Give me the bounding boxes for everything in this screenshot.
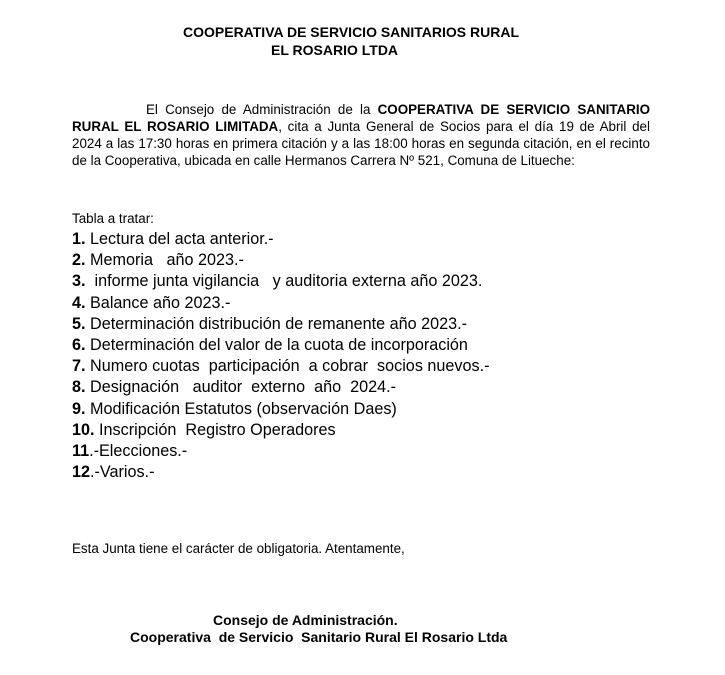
agenda-item-number: 3.	[72, 272, 86, 291]
agenda-item	[72, 314, 490, 335]
agenda-item	[72, 420, 490, 441]
agenda-item-text: Modificación Estatutos (observación Daes)	[85, 399, 397, 418]
agenda-item-number: 12	[72, 463, 91, 482]
agenda-item	[72, 441, 490, 462]
paragraph-rest: , cita a Junta General de Socios para el día 19 de Abril del 2024 a las 17:30 horas en primera citación y a las 18:00 horas en segunda citación, en el recinto de la Cooperativa, ubicada en calle Hermanos Carrera Nº 521, Comuna de Litueche:	[72, 119, 650, 168]
agenda-item-number: 6.	[72, 336, 86, 355]
header-title-line2: EL ROSARIO LTDA	[271, 42, 399, 58]
header-title-line1: COOPERATIVA DE SERVICIO SANITARIOS RURAL	[183, 24, 520, 40]
closing-line: Esta Junta tiene el carácter de obligatoria. Atentamente,	[72, 541, 405, 556]
agenda-item-number: 8.	[72, 378, 86, 397]
cooperative-name-bold: COOPERATIVA DE SERVICIO SANITARIO RURAL EL ROSARIO LIMITADA	[72, 102, 650, 134]
agenda-item-text: Determinación distribución de remanente año 2023.-	[85, 314, 468, 333]
agenda-item-number: 10.	[72, 420, 95, 439]
agenda-item-number: 4.	[72, 293, 86, 312]
agenda-item	[72, 462, 490, 483]
agenda-item	[72, 293, 490, 314]
agenda-item	[72, 229, 490, 250]
agenda-item-text: Inscripción Registro Operadores	[94, 420, 336, 439]
signature-line1: Consejo de Administración.	[213, 612, 398, 628]
agenda-item-text: Determinación del valor de la cuota de incorporación	[85, 336, 468, 355]
agenda-item	[72, 377, 490, 398]
agenda-list	[72, 229, 490, 483]
agenda-item-text: .-Varios.-	[90, 463, 155, 482]
agenda-item	[72, 399, 490, 420]
agenda-item-text: Designación auditor externo año 2024.-	[85, 378, 396, 397]
agenda-item-number: 5.	[72, 314, 86, 333]
agenda-item-text: informe junta vigilancia y auditoria externa año 2023.	[85, 272, 483, 291]
agenda-item	[72, 271, 490, 292]
paragraph-start: El Consejo de Administración de la	[146, 102, 378, 117]
agenda-item-text: Memoria año 2023.-	[85, 251, 244, 270]
agenda-item	[72, 335, 490, 356]
agenda-item-text: .-Elecciones.-	[89, 442, 188, 461]
signature-line2: Cooperativa de Servicio Sanitario Rural El Rosario Ltda	[130, 629, 508, 645]
agenda-item	[72, 356, 490, 377]
agenda-item-number: 2.	[72, 251, 86, 270]
agenda-item-number: 11	[72, 442, 90, 461]
agenda-item-text: Numero cuotas participación a cobrar socios nuevos.-	[85, 357, 490, 376]
agenda-item-number: 1.	[72, 230, 86, 248]
agenda-item	[72, 250, 490, 271]
agenda-item-text: Lectura del acta anterior.-	[85, 230, 274, 248]
agenda-item-number: 9.	[72, 399, 86, 418]
invitation-paragraph	[72, 101, 650, 169]
agenda-item-text: Balance año 2023.-	[85, 293, 231, 312]
agenda-item-number: 7.	[72, 357, 86, 376]
agenda-label: Tabla a tratar:	[72, 211, 154, 226]
